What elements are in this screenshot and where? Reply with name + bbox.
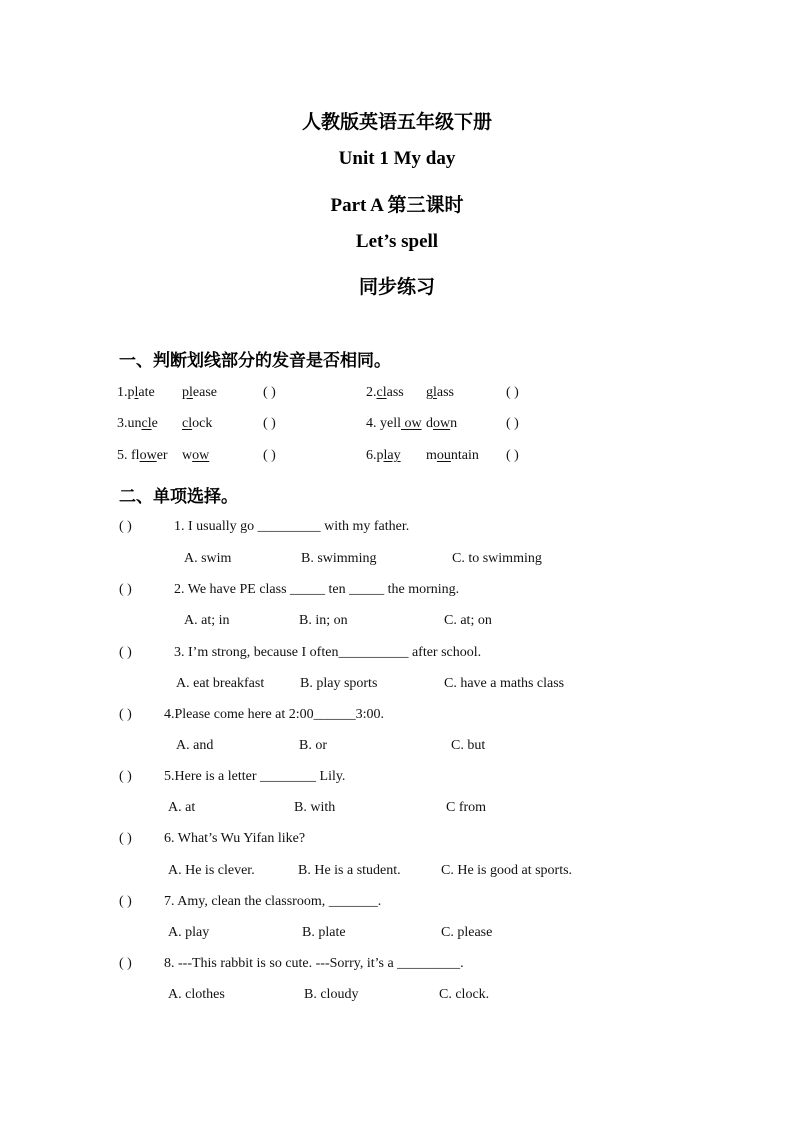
answer-blank[interactable]: ( ) bbox=[263, 416, 276, 431]
option-b[interactable]: B. cloudy bbox=[304, 987, 359, 1002]
underlined-letters: ow bbox=[401, 416, 422, 431]
underlined-letters: l bbox=[134, 385, 139, 400]
question-text: 3. I’m strong, because I often__________ after school. bbox=[174, 645, 482, 660]
exercise-title: 同步练习 bbox=[358, 277, 435, 298]
underlined-letters: ow bbox=[139, 448, 157, 463]
underlined-letters: cl bbox=[141, 416, 152, 431]
item-number: 1. bbox=[117, 385, 128, 400]
section2-heading: 二、单项选择。 bbox=[119, 487, 238, 506]
underlined-letters: lay bbox=[383, 448, 401, 463]
option-a[interactable]: A. at bbox=[168, 800, 196, 815]
word-pair-second bbox=[426, 385, 454, 401]
section1-heading: 一、判断划线部分的发音是否相同。 bbox=[119, 351, 391, 370]
word-part: n bbox=[450, 416, 458, 431]
word-part: ate bbox=[138, 385, 155, 400]
question-text: 2. We have PE class _____ ten _____ the morning. bbox=[174, 582, 460, 597]
word-part: m bbox=[426, 448, 437, 463]
answer-blank[interactable]: ( ) bbox=[119, 894, 132, 909]
option-b[interactable]: B. plate bbox=[302, 925, 346, 940]
item-number: 3. bbox=[117, 416, 128, 431]
item-number: 2. bbox=[366, 385, 377, 400]
option-a[interactable]: A. and bbox=[176, 738, 214, 753]
word-pair-first bbox=[117, 385, 155, 401]
option-c[interactable]: C. clock. bbox=[439, 987, 490, 1002]
answer-blank[interactable]: ( ) bbox=[119, 769, 132, 784]
unit-title: Unit 1 My day bbox=[338, 148, 456, 169]
word-part: ntain bbox=[450, 448, 479, 463]
option-c[interactable]: C. but bbox=[451, 738, 486, 753]
word-pair-second bbox=[182, 385, 217, 401]
option-b[interactable]: B. swimming bbox=[301, 551, 377, 566]
word-part: ass bbox=[436, 385, 455, 400]
question-text: 5.Here is a letter ________ Lily. bbox=[164, 769, 346, 784]
answer-blank[interactable]: ( ) bbox=[119, 645, 132, 660]
option-a[interactable]: A. swim bbox=[184, 551, 232, 566]
answer-blank[interactable]: ( ) bbox=[119, 831, 132, 846]
word-pair-second bbox=[426, 416, 457, 432]
option-b[interactable]: B. play sports bbox=[300, 676, 378, 691]
word-part: p bbox=[127, 385, 135, 400]
answer-blank[interactable]: ( ) bbox=[506, 385, 519, 400]
word-pair-second bbox=[182, 416, 212, 432]
question-text: 1. I usually go _________ with my father. bbox=[174, 519, 410, 534]
answer-blank[interactable]: ( ) bbox=[506, 448, 519, 463]
underlined-letters: cl bbox=[182, 416, 193, 431]
word-part: d bbox=[426, 416, 433, 431]
word-pair-first bbox=[117, 416, 158, 432]
word-part: yell bbox=[380, 416, 401, 431]
question-text: 6. What’s Wu Yifan like? bbox=[164, 831, 306, 846]
option-a[interactable]: A. He is clever. bbox=[168, 863, 255, 878]
item-number: 6. bbox=[366, 448, 377, 463]
answer-blank[interactable]: ( ) bbox=[263, 448, 276, 463]
answer-blank[interactable]: ( ) bbox=[119, 956, 132, 971]
underlined-letters: ow bbox=[433, 416, 451, 431]
underlined-letters: ow bbox=[192, 448, 210, 463]
word-pair-first bbox=[366, 416, 422, 432]
word-part: ease bbox=[192, 385, 217, 400]
option-c[interactable]: C. He is good at sports. bbox=[441, 863, 573, 878]
word-part: ock bbox=[192, 416, 213, 431]
page-title: 人教版英语五年级下册 bbox=[301, 112, 492, 133]
word-part: ass bbox=[386, 385, 404, 400]
option-a[interactable]: A. at; in bbox=[184, 613, 230, 628]
option-b[interactable]: B. in; on bbox=[299, 613, 348, 628]
option-c[interactable]: C. at; on bbox=[444, 613, 492, 628]
part-title: Part A 第三课时 bbox=[330, 195, 464, 216]
question-text: 8. ---This rabbit is so cute. ---Sorry, it’s a _________. bbox=[164, 956, 464, 971]
word-part: er bbox=[156, 448, 168, 463]
option-c[interactable]: C. have a maths class bbox=[444, 676, 565, 691]
underlined-letters: cl bbox=[376, 385, 387, 400]
word-part: fl bbox=[131, 448, 140, 463]
question-text: 4.Please come here at 2:00______3:00. bbox=[164, 707, 385, 722]
item-number: 5. bbox=[117, 448, 131, 463]
word-part: e bbox=[151, 416, 158, 431]
answer-blank[interactable]: ( ) bbox=[119, 582, 132, 597]
word-pair-second bbox=[182, 448, 209, 464]
answer-blank[interactable]: ( ) bbox=[506, 416, 519, 431]
answer-blank[interactable]: ( ) bbox=[263, 385, 276, 400]
word-part: un bbox=[127, 416, 142, 431]
answer-blank[interactable]: ( ) bbox=[119, 707, 132, 722]
answer-blank[interactable]: ( ) bbox=[119, 519, 132, 534]
word-pair-first bbox=[117, 448, 168, 464]
option-a[interactable]: A. play bbox=[168, 925, 210, 940]
option-c[interactable]: C from bbox=[446, 800, 487, 815]
word-pair-first bbox=[366, 448, 401, 464]
option-b[interactable]: B. He is a student. bbox=[298, 863, 401, 878]
underlined-letters: ou bbox=[436, 448, 451, 463]
underlined-letters: pl bbox=[182, 385, 193, 400]
item-number: 4. bbox=[366, 416, 380, 431]
underlined-letters: gl bbox=[426, 385, 437, 400]
option-c[interactable]: C. please bbox=[441, 925, 493, 940]
word-pair-first bbox=[366, 385, 404, 401]
option-a[interactable]: A. clothes bbox=[168, 987, 225, 1002]
option-b[interactable]: B. or bbox=[299, 738, 327, 753]
option-a[interactable]: A. eat breakfast bbox=[176, 676, 265, 691]
option-c[interactable]: C. to swimming bbox=[452, 551, 542, 566]
word-part: p bbox=[376, 448, 384, 463]
word-pair-second bbox=[426, 448, 479, 464]
lesson-title: Let’s spell bbox=[355, 231, 439, 252]
option-b[interactable]: B. with bbox=[294, 800, 336, 815]
word-part: w bbox=[182, 448, 193, 463]
question-text: 7. Amy, clean the classroom, _______. bbox=[164, 894, 382, 909]
